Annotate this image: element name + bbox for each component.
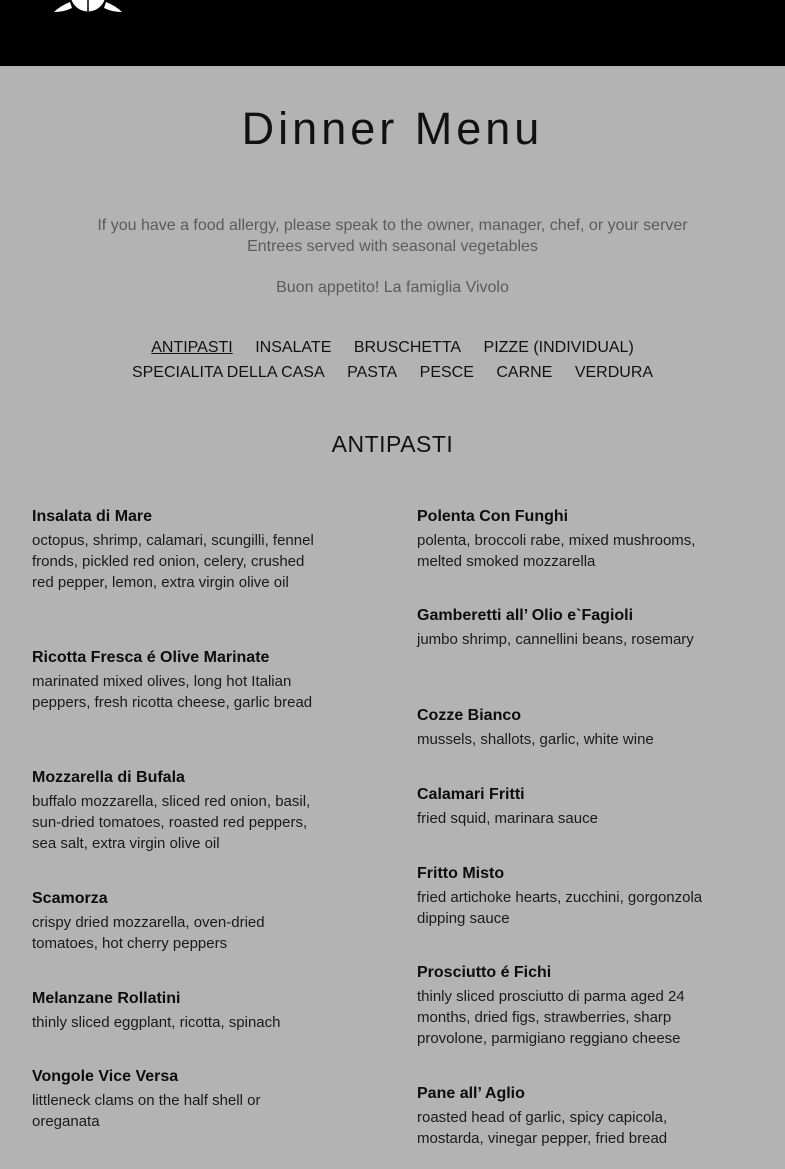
nav-pesce[interactable]: PESCE: [419, 364, 474, 381]
menu-item-name: Fritto Misto: [417, 865, 505, 882]
greeting: Buon appetito! La famiglia Vivolo: [276, 279, 509, 296]
menu-item: [32, 887, 317, 954]
menu-item-desc: thinly sliced prosciutto di parma aged 24 months, dried figs, strawberries, sharp provolone, parmigiano reggiano cheese: [417, 988, 685, 1047]
menu-item: [417, 704, 712, 750]
nav-verdura[interactable]: VERDURA: [574, 364, 654, 381]
menu-item: [32, 987, 317, 1033]
menu-item-desc: littleneck clams on the half shell or oreganata: [32, 1092, 261, 1130]
nav-carne[interactable]: CARNE: [496, 364, 553, 381]
section-title: ANTIPASTI: [331, 431, 454, 457]
menu-item: [417, 505, 712, 572]
menu-item-desc: fried squid, marinara sauce: [417, 810, 598, 827]
menu-item-desc: marinated mixed olives, long hot Italian peppers, fresh ricotta cheese, garlic bread: [32, 673, 313, 711]
menu-item-name: Calamari Fritti: [417, 786, 525, 803]
menu-item-name: Ricotta Fresca é Olive Marinate: [32, 649, 270, 666]
nav-row-2: [0, 360, 785, 385]
menu-item-desc: buffalo mozzarella, sliced red onion, basil, sun-dried tomatoes, roasted red peppers, sea salt, extra virgin olive oil: [32, 793, 311, 852]
menu-item-name: Melanzane Rollatini: [32, 990, 181, 1007]
nav-specialita[interactable]: SPECIALITA DELLA CASA: [131, 364, 325, 381]
nav-pizze[interactable]: PIZZE (INDIVIDUAL): [483, 339, 634, 356]
nav-antipasti[interactable]: ANTIPASTI: [151, 339, 233, 356]
menu-item-desc: fried artichoke hearts, zucchini, gorgonzola dipping sauce: [417, 889, 703, 927]
menu-item-name: Prosciutto é Fichi: [417, 964, 552, 981]
menu-item-desc: roasted head of garlic, spicy capicola, mostarda, vinegar pepper, fried bread: [417, 1109, 668, 1147]
nav-row-1: [0, 335, 785, 360]
nav-pasta[interactable]: PASTA: [347, 364, 398, 381]
menu-item: [417, 862, 712, 929]
nav-insalate[interactable]: INSALATE: [255, 339, 332, 356]
menu-item-name: Scamorza: [32, 890, 108, 907]
menu-item-desc: octopus, shrimp, calamari, scungilli, fennel fronds, pickled red onion, celery, crushed red pepper, lemon, extra virgin olive oil: [32, 532, 314, 591]
menu-item: [32, 646, 317, 713]
menu-item-desc: crispy dried mozzarella, oven-dried tomatoes, hot cherry peppers: [32, 914, 265, 952]
menu-item: [32, 1065, 317, 1132]
menu-item-name: Insalata di Mare: [32, 508, 153, 525]
menu-item-name: Cozze Bianco: [417, 707, 522, 724]
menu-item-desc: mussels, shallots, garlic, white wine: [417, 731, 654, 748]
menu-notes: [0, 215, 785, 257]
menu-item-name: Mozzarella di Bufala: [32, 769, 185, 786]
entree-note: Entrees served with seasonal vegetables: [247, 238, 538, 255]
menu-item-name: Gamberetti all’ Olio e`Fagioli: [417, 607, 634, 624]
menu-item-name: Pane all’ Aglio: [417, 1085, 525, 1102]
menu-item: [417, 783, 712, 829]
menu-item-desc: polenta, broccoli rabe, mixed mushrooms, melted smoked mozzarella: [417, 532, 696, 570]
page-title: Dinner Menu: [241, 103, 544, 154]
menu-item: [32, 766, 317, 854]
menu-item: [32, 505, 317, 593]
menu-item: [417, 1082, 712, 1149]
top-bar: [0, 0, 785, 66]
menu-item: [417, 961, 712, 1049]
menu-item-name: Vongole Vice Versa: [32, 1068, 179, 1085]
allergy-note: If you have a food allergy, please speak to the owner, manager, chef, or your server: [97, 217, 688, 234]
menu-item: [417, 604, 712, 650]
nav-bruschetta[interactable]: BRUSCHETTA: [353, 339, 462, 356]
menu-item-name: Polenta Con Funghi: [417, 508, 569, 525]
menu-category-nav: [0, 335, 785, 385]
menu-item-desc: thinly sliced eggplant, ricotta, spinach: [32, 1014, 281, 1031]
menu-item-desc: jumbo shrimp, cannellini beans, rosemary: [417, 631, 694, 648]
restaurant-logo-icon[interactable]: [48, 0, 128, 16]
